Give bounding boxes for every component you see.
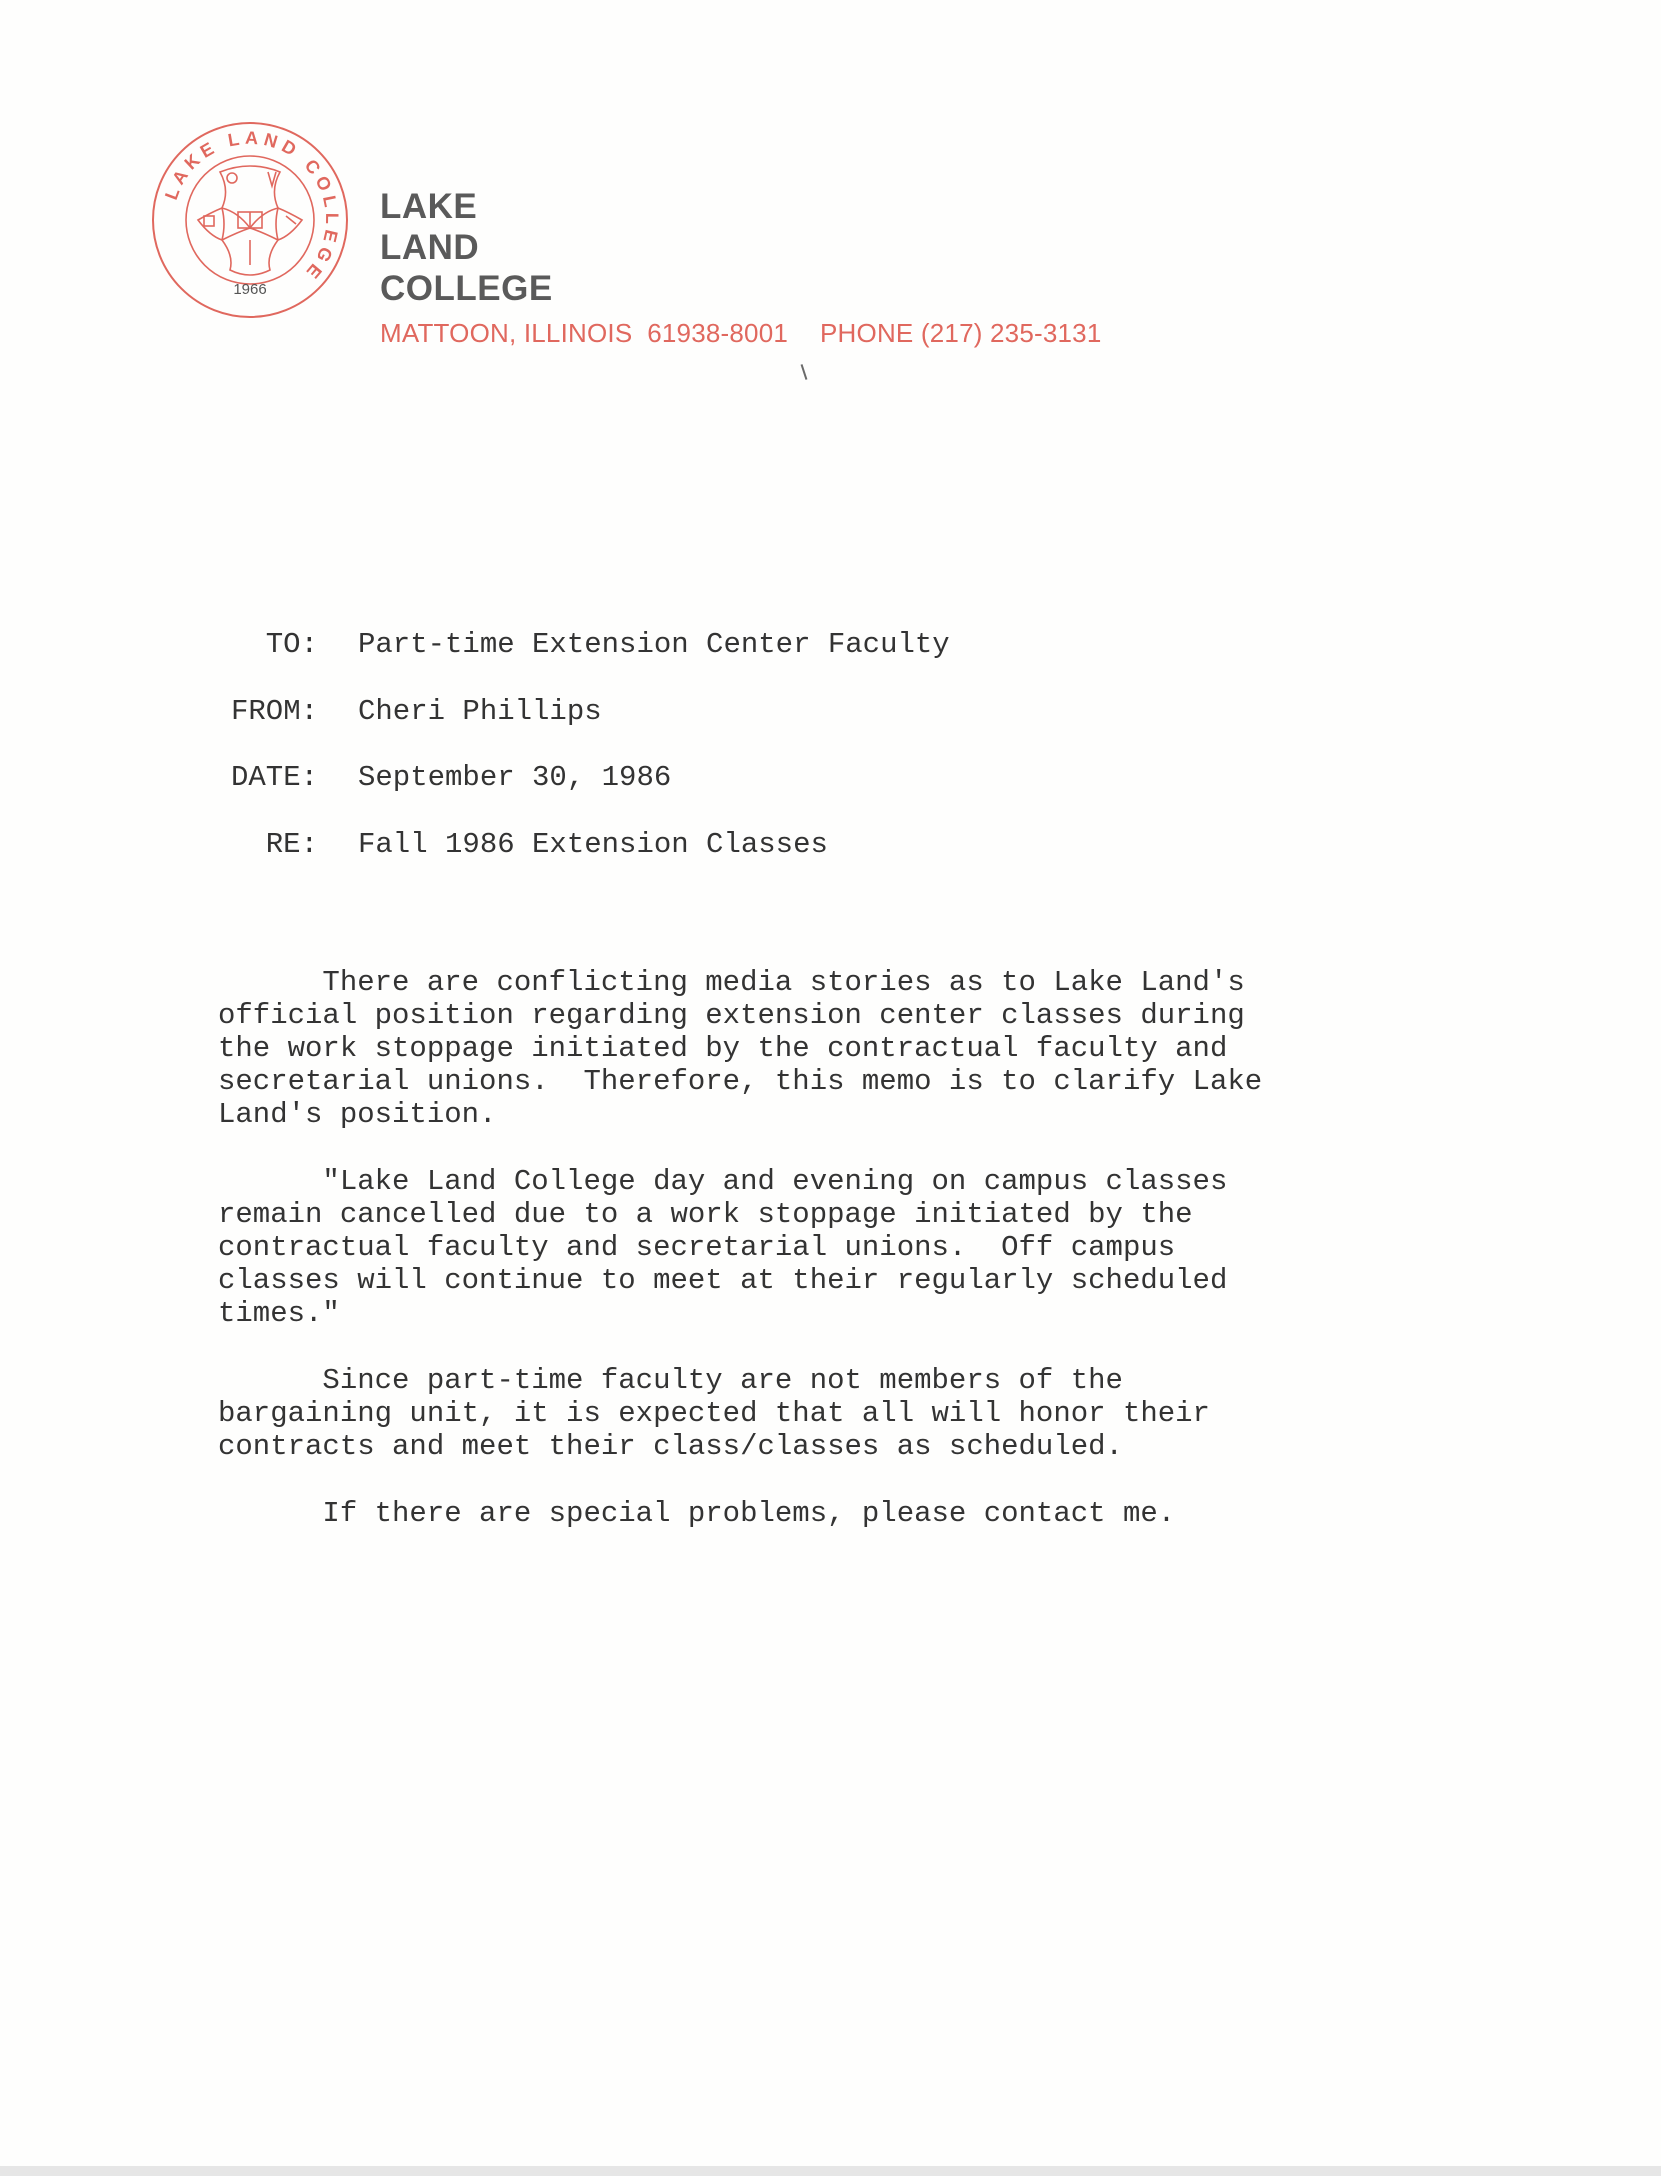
- body-paragraph-4: If there are special problems, please contact me.: [218, 1497, 1176, 1530]
- memo-re-value: Fall 1986 Extension Classes: [358, 827, 828, 861]
- memo-date-row: [218, 761, 672, 828]
- memo-date-value: September 30, 1986: [358, 761, 672, 794]
- body-paragraph-1: There are conflicting media stories as to Lake Land's official position regarding extension center classes during the work stoppage initiated by the contractual faculty and secretarial unions. Therefore, this memo is to clarify Lake Land's position.: [218, 966, 1263, 1131]
- memo-re-label: RE:: [265, 827, 318, 861]
- memo-to-value: Part-time Extension Center Faculty: [358, 628, 950, 661]
- memo-from-row: [218, 694, 602, 762]
- seal-year: 1966: [233, 281, 267, 298]
- memo-body: [218, 966, 1458, 1530]
- memo-date-label: DATE:: [230, 761, 318, 794]
- college-name-line-2: LAND: [380, 228, 480, 267]
- memo-re-row: [218, 827, 828, 895]
- college-name: [380, 186, 553, 309]
- address-line: [380, 318, 1102, 349]
- stray-pen-mark: [801, 364, 808, 380]
- college-name-line-1: LAKE: [380, 187, 478, 226]
- memo-to-row: [218, 628, 950, 695]
- body-paragraph-2: "Lake Land College day and evening on campus classes remain cancelled due to a work stoppage initiated by the contractual faculty and secretarial unions. Off campus classes will continue to meet at their regularly scheduled times.": [218, 1165, 1228, 1330]
- college-phone: PHONE (217) 235-3131: [820, 318, 1102, 348]
- body-paragraph-3: Since part-time faculty are not members of the bargaining unit, it is expected that all will honor their contracts and meet their class/classes as scheduled.: [218, 1364, 1210, 1463]
- college-name-line-3: COLLEGE: [380, 269, 553, 308]
- svg-text:LAKE LAND COLLEGE: LAKE LAND COLLEGE: [160, 127, 343, 286]
- memo-to-label: TO:: [265, 628, 318, 661]
- memo-header: [218, 628, 950, 894]
- scan-bottom-edge: [0, 2166, 1661, 2176]
- memo-from-value: Cheri Phillips: [358, 694, 602, 728]
- college-seal-logo: [150, 120, 350, 320]
- memo-from-label: FROM:: [230, 694, 318, 728]
- college-address: MATTOON, ILLINOIS 61938-8001: [380, 318, 789, 348]
